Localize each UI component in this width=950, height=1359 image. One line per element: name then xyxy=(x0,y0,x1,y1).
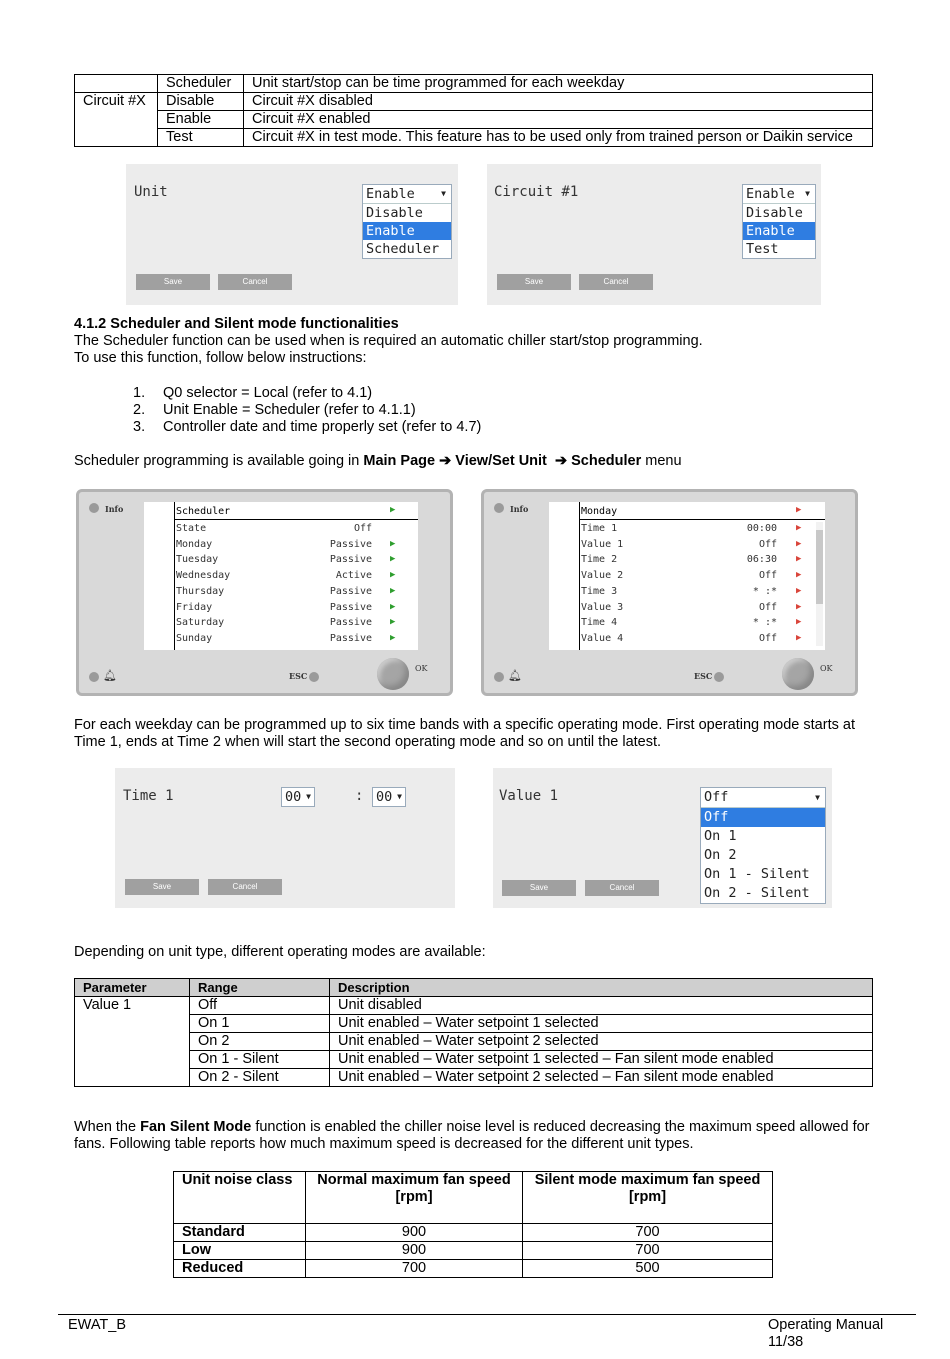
arrow-right-icon: ▶ xyxy=(390,632,396,643)
push-roll-knob[interactable] xyxy=(377,658,409,690)
list-item: 1. Q0 selector = Local (refer to 4.1) xyxy=(133,385,373,401)
hmi-row-value: Active xyxy=(335,570,372,582)
range-cell: On 2 xyxy=(190,1033,330,1051)
hour-dropdown[interactable] xyxy=(281,787,315,807)
hmi-row-label: Time 3 xyxy=(581,585,618,597)
save-button[interactable]: Save xyxy=(136,274,210,290)
unit-label: Unit xyxy=(134,184,168,200)
hmi-row-value: Passive xyxy=(329,632,372,644)
dropdown-option[interactable]: On 2 - Silent xyxy=(704,885,810,901)
hmi-row[interactable] xyxy=(581,552,821,568)
silent-speed-cell: 700 xyxy=(523,1242,773,1260)
arrow-right-icon: ▶ xyxy=(390,617,396,628)
hmi-row-value: Passive xyxy=(329,617,372,629)
save-button[interactable]: Save xyxy=(502,880,576,896)
dropdown-selected: Enable xyxy=(746,186,795,202)
hmi-monday-screen xyxy=(481,489,858,696)
dropdown-option[interactable]: Enable xyxy=(363,222,451,240)
desc-cell: Unit enabled – Water setpoint 1 selected xyxy=(330,1015,873,1033)
time-separator: : xyxy=(355,788,364,804)
modes-intro: Depending on unit type, different operating modes are available: xyxy=(74,944,486,960)
hmi-scheduler-screen xyxy=(76,489,453,696)
hmi-row[interactable] xyxy=(176,615,416,631)
dropdown-selected: Off xyxy=(704,789,729,805)
hmi-row[interactable] xyxy=(581,600,821,616)
nav-view-set-unit: View/Set Unit xyxy=(455,453,547,469)
hmi-row-value: * :* xyxy=(752,617,777,629)
class-cell: Reduced xyxy=(174,1260,306,1278)
arrow-right-icon: ▶ xyxy=(390,601,396,612)
arrow-right-icon: ▶ xyxy=(796,585,802,596)
hmi-row-value: Passive xyxy=(329,538,372,550)
circuit-range-table xyxy=(74,74,873,147)
hmi-row-value: * :* xyxy=(752,585,777,597)
dropdown-option[interactable]: Off xyxy=(701,808,825,827)
footer-model: EWAT_B xyxy=(68,1317,127,1333)
hour-value: 00 xyxy=(285,789,302,805)
hmi-row[interactable] xyxy=(176,631,416,647)
fan-silent-paragraph: When the Fan Silent Mode function is enabled the chiller noise level is reduced decreasing the maximum speed allowed for fans. Following table reports how much maximum speed is decreased for the different unit types. xyxy=(74,1119,870,1152)
desc-cell: Unit start/stop can be time programmed for each weekday xyxy=(244,75,873,93)
column-header: Range xyxy=(190,979,330,997)
chevron-down-icon: ▼ xyxy=(805,189,810,198)
hmi-row-value: Off xyxy=(758,601,777,613)
dropdown-option[interactable]: Disable xyxy=(746,205,803,221)
esc-button[interactable] xyxy=(309,672,319,682)
minute-value: 00 xyxy=(376,789,393,805)
unit-dropdown[interactable] xyxy=(362,184,452,259)
time-edit-panel xyxy=(115,768,455,908)
value-dropdown[interactable] xyxy=(700,787,826,904)
bell-icon: 🔔︎ xyxy=(103,669,117,682)
desc-cell: Circuit #X enabled xyxy=(244,111,873,129)
desc-cell: Circuit #X in test mode. This feature has to be used only from trained person or Daikin service xyxy=(244,129,873,147)
dropdown-option[interactable]: On 1 xyxy=(704,828,737,844)
normal-speed-cell: 700 xyxy=(306,1260,523,1278)
time-label: Time 1 xyxy=(123,788,174,804)
cancel-button[interactable]: Cancel xyxy=(218,274,292,290)
hmi-row-value: 00:00 xyxy=(746,523,777,534)
hmi-row-value: Off xyxy=(758,632,777,644)
list-item: 2. Unit Enable = Scheduler (refer to 4.1.1) xyxy=(133,402,416,418)
section-number: 4.1.2 xyxy=(74,316,107,332)
hmi-row[interactable] xyxy=(176,600,416,616)
screen-title: Scheduler xyxy=(176,506,231,517)
chevron-down-icon: ▼ xyxy=(815,793,820,802)
arrow-right-icon: ▶ xyxy=(796,601,802,612)
info-led-icon xyxy=(494,503,504,513)
chevron-down-icon: ▼ xyxy=(441,189,446,198)
hmi-row-value: 06:30 xyxy=(746,554,777,566)
hmi-row-label: Tuesday xyxy=(176,554,219,566)
hmi-row[interactable] xyxy=(176,537,416,553)
hmi-row-label: Time 2 xyxy=(581,554,618,566)
intro-line-2: To use this function, follow below instructions: xyxy=(74,350,367,366)
column-header: Parameter xyxy=(75,979,190,997)
esc-label: ESC xyxy=(694,671,713,681)
steps-list xyxy=(133,385,481,436)
push-roll-knob[interactable] xyxy=(782,658,814,690)
hmi-row[interactable] xyxy=(581,521,821,537)
desc-cell: Unit disabled xyxy=(330,997,873,1015)
desc-cell: Circuit #X disabled xyxy=(244,93,873,111)
range-cell: Disable xyxy=(158,93,244,111)
time-bands-paragraph: For each weekday can be programmed up to six time bands with a specific operating mode. First operating mode starts at Time 1, ends at Time 2 when will start the second operating mode and so on until the latest. xyxy=(74,717,855,750)
arrow-right-icon: ▶ xyxy=(390,505,396,515)
arrow-right-icon: ▶ xyxy=(796,505,802,515)
esc-label: ESC xyxy=(289,671,308,681)
operating-modes-table xyxy=(74,978,873,1087)
arrow-right-icon: ▶ xyxy=(390,538,396,549)
hmi-display xyxy=(144,502,418,650)
silent-speed-cell: 500 xyxy=(523,1260,773,1278)
hmi-row-label: Friday xyxy=(176,601,213,613)
range-cell: Off xyxy=(190,997,330,1015)
cancel-button[interactable]: Cancel xyxy=(579,274,653,290)
normal-speed-cell: 900 xyxy=(306,1224,523,1242)
hmi-row-label: Value 2 xyxy=(581,570,624,582)
hmi-row[interactable] xyxy=(176,552,416,568)
range-cell: On 1 xyxy=(190,1015,330,1033)
arrow-right-icon: ▶ xyxy=(796,523,802,533)
cancel-button[interactable]: Cancel xyxy=(585,880,659,896)
section-heading xyxy=(74,316,399,333)
dropdown-option[interactable]: Test xyxy=(746,241,779,257)
range-cell: Test xyxy=(158,129,244,147)
hmi-row-value: Passive xyxy=(329,585,372,597)
save-button[interactable]: Save xyxy=(125,879,199,895)
dropdown-option[interactable]: Disable xyxy=(366,205,423,221)
page-number: 11/38 xyxy=(768,1334,804,1350)
arrow-right-icon: ▶ xyxy=(390,570,396,581)
arrow-right-icon: ➔ xyxy=(554,453,568,469)
screen-title: Monday xyxy=(581,506,618,517)
hmi-row-label: Time 4 xyxy=(581,617,618,629)
hmi-row-value: Off xyxy=(758,570,777,582)
unit-enable-panel xyxy=(126,164,458,305)
arrow-right-icon: ▶ xyxy=(796,632,802,643)
hmi-row[interactable] xyxy=(581,584,821,600)
hmi-row-label: Time 1 xyxy=(581,523,618,534)
arrow-right-icon: ▶ xyxy=(390,554,396,565)
dropdown-option[interactable]: On 1 - Silent xyxy=(704,866,810,882)
desc-cell: Unit enabled – Water setpoint 1 selected – Fan silent mode enabled xyxy=(330,1051,873,1069)
hmi-row[interactable] xyxy=(176,568,416,584)
list-item: 3. Controller date and time properly set (refer to 4.7) xyxy=(133,419,482,435)
value-edit-panel xyxy=(493,768,832,908)
dropdown-selected: Enable xyxy=(366,186,415,202)
hmi-display xyxy=(549,502,825,650)
hmi-row-value: Passive xyxy=(329,601,372,613)
chevron-down-icon: ▼ xyxy=(306,792,311,801)
range-cell: On 1 - Silent xyxy=(190,1051,330,1069)
hmi-row[interactable] xyxy=(581,615,821,631)
hmi-row-label: Value 3 xyxy=(581,601,624,613)
column-header: Unit noise class xyxy=(174,1172,306,1224)
hmi-row[interactable] xyxy=(176,584,416,600)
hmi-row-label: State xyxy=(176,523,207,534)
column-header: Description xyxy=(330,979,873,997)
alarm-led-icon xyxy=(494,672,504,682)
bell-icon: 🔔︎ xyxy=(508,669,522,682)
desc-cell: Unit enabled – Water setpoint 2 selected – Fan silent mode enabled xyxy=(330,1069,873,1087)
arrow-right-icon: ➔ xyxy=(439,453,452,469)
value-label: Value 1 xyxy=(499,788,559,804)
intro-line-1: The Scheduler function can be used when is required an automatic chiller start/stop programming. xyxy=(74,333,703,349)
dropdown-option[interactable]: On 2 xyxy=(704,847,737,863)
hmi-row[interactable] xyxy=(581,568,821,584)
hmi-row-label: Sunday xyxy=(176,632,213,644)
ok-label: OK xyxy=(415,664,428,673)
range-cell: Enable xyxy=(158,111,244,129)
arrow-right-icon: ▶ xyxy=(796,617,802,628)
ok-label: OK xyxy=(820,664,833,673)
hmi-row-label: Thursday xyxy=(176,585,225,597)
nav-scheduler: Scheduler xyxy=(571,453,642,469)
class-cell: Standard xyxy=(174,1224,306,1242)
save-button[interactable]: Save xyxy=(497,274,571,290)
hmi-row-label: Monday xyxy=(176,538,213,550)
fan-speed-table xyxy=(173,1171,773,1278)
info-label: Info xyxy=(105,504,124,514)
parameter-cell: Value 1 xyxy=(75,997,190,1087)
hmi-row-label: Wednesday xyxy=(176,570,231,582)
hmi-row[interactable] xyxy=(176,521,416,537)
hmi-row-value: Off xyxy=(758,538,777,550)
dropdown-option[interactable]: Scheduler xyxy=(366,241,440,257)
dropdown-option[interactable]: Enable xyxy=(743,222,815,240)
section-title: Scheduler and Silent mode functionalities xyxy=(110,316,399,332)
column-header: Normal maximum fan speed [rpm] xyxy=(306,1172,523,1224)
desc-cell: Unit enabled – Water setpoint 2 selected xyxy=(330,1033,873,1051)
silent-speed-cell: 700 xyxy=(523,1224,773,1242)
arrow-right-icon: ▶ xyxy=(796,554,802,565)
circuit-label: Circuit #1 xyxy=(494,184,579,200)
hmi-row[interactable] xyxy=(581,631,821,647)
hmi-row-label: Value 1 xyxy=(581,538,624,550)
range-cell: Scheduler xyxy=(158,75,244,93)
footer-manual: Operating Manual xyxy=(768,1317,884,1333)
circuit-dropdown[interactable] xyxy=(742,184,816,259)
hmi-row-value: Passive xyxy=(329,554,372,566)
cancel-button[interactable]: Cancel xyxy=(208,879,282,895)
hmi-row-value: Off xyxy=(353,523,372,534)
arrow-right-icon: ▶ xyxy=(796,570,802,581)
alarm-led-icon xyxy=(89,672,99,682)
navigation-path: Scheduler programming is available going in Main Page ➔ View/Set Unit ➔ Scheduler menu xyxy=(74,453,682,469)
info-led-icon xyxy=(89,503,99,513)
chevron-down-icon: ▼ xyxy=(397,792,402,801)
footer-rule xyxy=(58,1314,916,1315)
normal-speed-cell: 900 xyxy=(306,1242,523,1260)
info-label: Info xyxy=(510,504,529,514)
range-cell: On 2 - Silent xyxy=(190,1069,330,1087)
hmi-row-label: Saturday xyxy=(176,617,225,629)
nav-main-page: Main Page xyxy=(363,453,436,469)
arrow-right-icon: ▶ xyxy=(390,585,396,596)
column-header: Silent mode maximum fan speed [rpm] xyxy=(523,1172,773,1224)
hmi-row-label: Value 4 xyxy=(581,632,624,644)
minute-dropdown[interactable] xyxy=(372,787,406,807)
arrow-right-icon: ▶ xyxy=(796,538,802,549)
circuit-enable-panel xyxy=(487,164,821,305)
class-cell: Low xyxy=(174,1242,306,1260)
group-cell: Circuit #X xyxy=(75,93,158,111)
hmi-row[interactable] xyxy=(581,537,821,553)
esc-button[interactable] xyxy=(714,672,724,682)
